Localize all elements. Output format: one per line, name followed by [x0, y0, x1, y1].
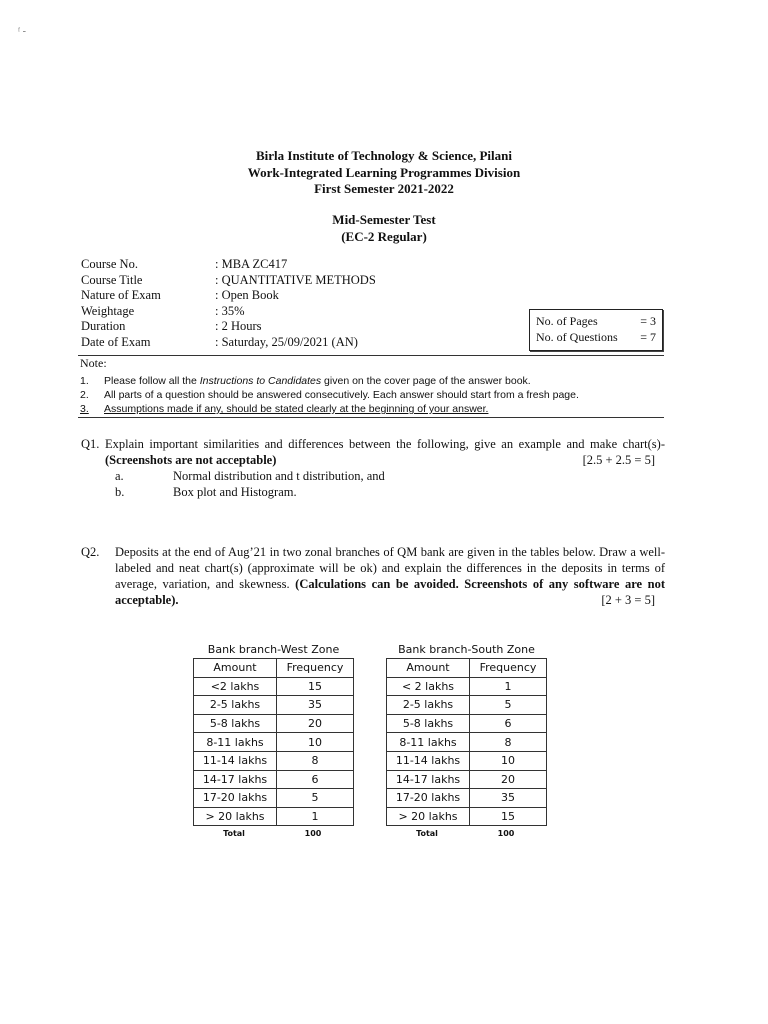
table-title: Bank branch-West Zone: [207, 643, 340, 656]
frequency-cell: 6: [470, 714, 547, 733]
table-row: [387, 770, 547, 789]
info-label: Nature of Exam: [81, 288, 161, 303]
total-label: Total: [223, 829, 245, 839]
table-header-row: [194, 659, 354, 678]
questions-count-row: [536, 329, 656, 345]
pages-questions-box: [529, 309, 663, 351]
column-header: Frequency: [470, 659, 547, 678]
amount-cell: 5-8 lakhs: [194, 714, 277, 733]
frequency-cell: 20: [277, 714, 354, 733]
note-num: 2.: [80, 389, 89, 401]
table-row: [194, 696, 354, 715]
question-marks: [2 + 3 = 5]: [601, 593, 655, 607]
note-heading: Note:: [80, 356, 107, 370]
table-header-row: [387, 659, 547, 678]
info-label: Date of Exam: [81, 334, 151, 349]
note-item: [80, 388, 579, 402]
column-header: Amount: [194, 659, 277, 678]
column-header: Amount: [387, 659, 470, 678]
info-row: [81, 257, 376, 273]
exam-title: Mid-Semester Test: [332, 212, 436, 227]
info-row: [81, 273, 376, 289]
question-text: [105, 436, 665, 468]
table-row: [194, 789, 354, 808]
table-row: [194, 714, 354, 733]
amount-cell: 11-14 lakhs: [194, 751, 277, 770]
part-label: a.: [115, 469, 124, 483]
frequency-cell: 8: [277, 751, 354, 770]
info-label: Duration: [81, 319, 126, 334]
total-value: 100: [304, 829, 322, 839]
info-value: : 35%: [215, 303, 245, 318]
scan-mark: ᶠ -: [18, 26, 26, 37]
frequency-cell: 20: [470, 770, 547, 789]
amount-cell: 14-17 lakhs: [194, 770, 277, 789]
table-row: [194, 677, 354, 696]
info-value: : QUANTITATIVE METHODS: [215, 272, 376, 287]
note-text: [104, 374, 531, 388]
pages-label: No. of Pages: [536, 314, 598, 328]
note-num: 3.: [80, 403, 89, 415]
question-number: Q1.: [81, 437, 100, 451]
info-value: : MBA ZC417: [215, 257, 288, 271]
table-row: [387, 677, 547, 696]
amount-cell: 17-20 lakhs: [387, 789, 470, 808]
table-row: [194, 751, 354, 770]
note-text: Assumptions made if any, should be stated clearly at the beginning of your answer.: [104, 403, 489, 415]
amount-cell: 2-5 lakhs: [387, 696, 470, 715]
table-totals: [386, 829, 547, 838]
questions-value: = 7: [640, 330, 656, 344]
frequency-cell: 1: [277, 807, 354, 826]
amount-cell: 5-8 lakhs: [387, 714, 470, 733]
part-text: Normal distribution and t distribution, and: [173, 469, 385, 483]
amount-cell: > 20 lakhs: [387, 807, 470, 826]
info-label: Weightage: [81, 303, 135, 318]
course-info: [81, 257, 376, 351]
note-item: [80, 374, 579, 388]
semester-label: First Semester 2021-2022: [314, 181, 454, 196]
questions-label: No. of Questions: [536, 330, 618, 344]
table-row: [194, 770, 354, 789]
table-row: [387, 733, 547, 752]
amount-cell: 14-17 lakhs: [387, 770, 470, 789]
question-text-main: Explain important similarities and differences between the following, give an example and make chart(s)-: [105, 437, 665, 451]
info-row: [81, 304, 376, 320]
exam-title-block: [0, 211, 768, 245]
info-row: [81, 288, 376, 304]
table-row: [387, 789, 547, 808]
south-zone-table-block: [386, 643, 547, 838]
amount-cell: 2-5 lakhs: [194, 696, 277, 715]
south-zone-table: [386, 658, 547, 826]
frequency-cell: 35: [470, 789, 547, 808]
question-part: [115, 468, 665, 484]
divider: [78, 417, 664, 418]
amount-cell: < 2 lakhs: [387, 677, 470, 696]
question-2: [81, 544, 665, 608]
frequency-cell: 35: [277, 696, 354, 715]
document-header: [0, 148, 768, 198]
frequency-cell: 15: [277, 677, 354, 696]
frequency-cell: 8: [470, 733, 547, 752]
part-label: b.: [115, 485, 125, 499]
exam-subtitle: (EC-2 Regular): [341, 229, 427, 244]
frequency-cell: 5: [470, 696, 547, 715]
question-number: Q2.: [81, 545, 100, 559]
note-num: 1.: [80, 375, 89, 387]
question-text: [115, 544, 665, 608]
frequency-cell: 1: [470, 677, 547, 696]
note-text-post: given on the cover page of the answer book.: [321, 375, 531, 387]
info-value: : Saturday, 25/09/2021 (AN): [215, 334, 358, 349]
amount-cell: 17-20 lakhs: [194, 789, 277, 808]
part-text: Box plot and Histogram.: [173, 485, 297, 499]
frequency-cell: 6: [277, 770, 354, 789]
frequency-cell: 15: [470, 807, 547, 826]
question-text-bold: (Calculations can be avoided. Screenshots of any software are not acceptable).: [115, 577, 665, 607]
table-totals: [193, 829, 354, 838]
total-value: 100: [497, 829, 515, 839]
amount-cell: 8-11 lakhs: [194, 733, 277, 752]
table-row: [387, 714, 547, 733]
question-part: [115, 484, 665, 500]
note-item: [80, 402, 579, 416]
note-text-pre: Please follow all the: [104, 375, 200, 387]
table-row: [387, 751, 547, 770]
amount-cell: <2 lakhs: [194, 677, 277, 696]
division-name: Work-Integrated Learning Programmes Division: [247, 164, 521, 180]
info-row: [81, 319, 376, 335]
table-title: Bank branch-South Zone: [398, 643, 535, 656]
pages-value: = 3: [640, 314, 656, 328]
table-row: [387, 807, 547, 826]
table-row: [194, 807, 354, 826]
info-value: : Open Book: [215, 288, 279, 303]
total-label: Total: [416, 829, 438, 839]
info-label: Course No.: [81, 257, 138, 271]
west-zone-table: [193, 658, 354, 826]
question-text-bold: (Screenshots are not acceptable): [105, 453, 277, 467]
column-header: Frequency: [277, 659, 354, 678]
divider: [78, 355, 664, 356]
note-text: All parts of a question should be answered consecutively. Each answer should start from a fresh page.: [104, 389, 579, 401]
info-value: : 2 Hours: [215, 319, 262, 334]
amount-cell: > 20 lakhs: [194, 807, 277, 826]
question-marks: [2.5 + 2.5 = 5]: [582, 453, 655, 467]
table-row: [387, 696, 547, 715]
frequency-cell: 10: [470, 751, 547, 770]
pages-count-row: [536, 313, 656, 329]
question-1: [81, 436, 665, 500]
institute-name: Birla Institute of Technology & Science, Pilani: [255, 148, 513, 163]
info-row: [81, 335, 376, 351]
frequency-cell: 5: [277, 789, 354, 808]
amount-cell: 8-11 lakhs: [387, 733, 470, 752]
note-list: [80, 374, 579, 416]
note-text-italic: Instructions to Candidates: [199, 375, 322, 387]
amount-cell: 11-14 lakhs: [387, 751, 470, 770]
question-text-main: Deposits at the end of Aug’21 in two zonal branches of QM bank are given in the tables below. Draw a well-labeled and neat chart(s) (approximate will be ok) and explain the differences in the deposits in terms of average, variation, and skewness.: [115, 545, 665, 591]
frequency-cell: 10: [277, 733, 354, 752]
table-row: [194, 733, 354, 752]
west-zone-table-block: [193, 643, 354, 838]
info-label: Course Title: [81, 272, 143, 287]
